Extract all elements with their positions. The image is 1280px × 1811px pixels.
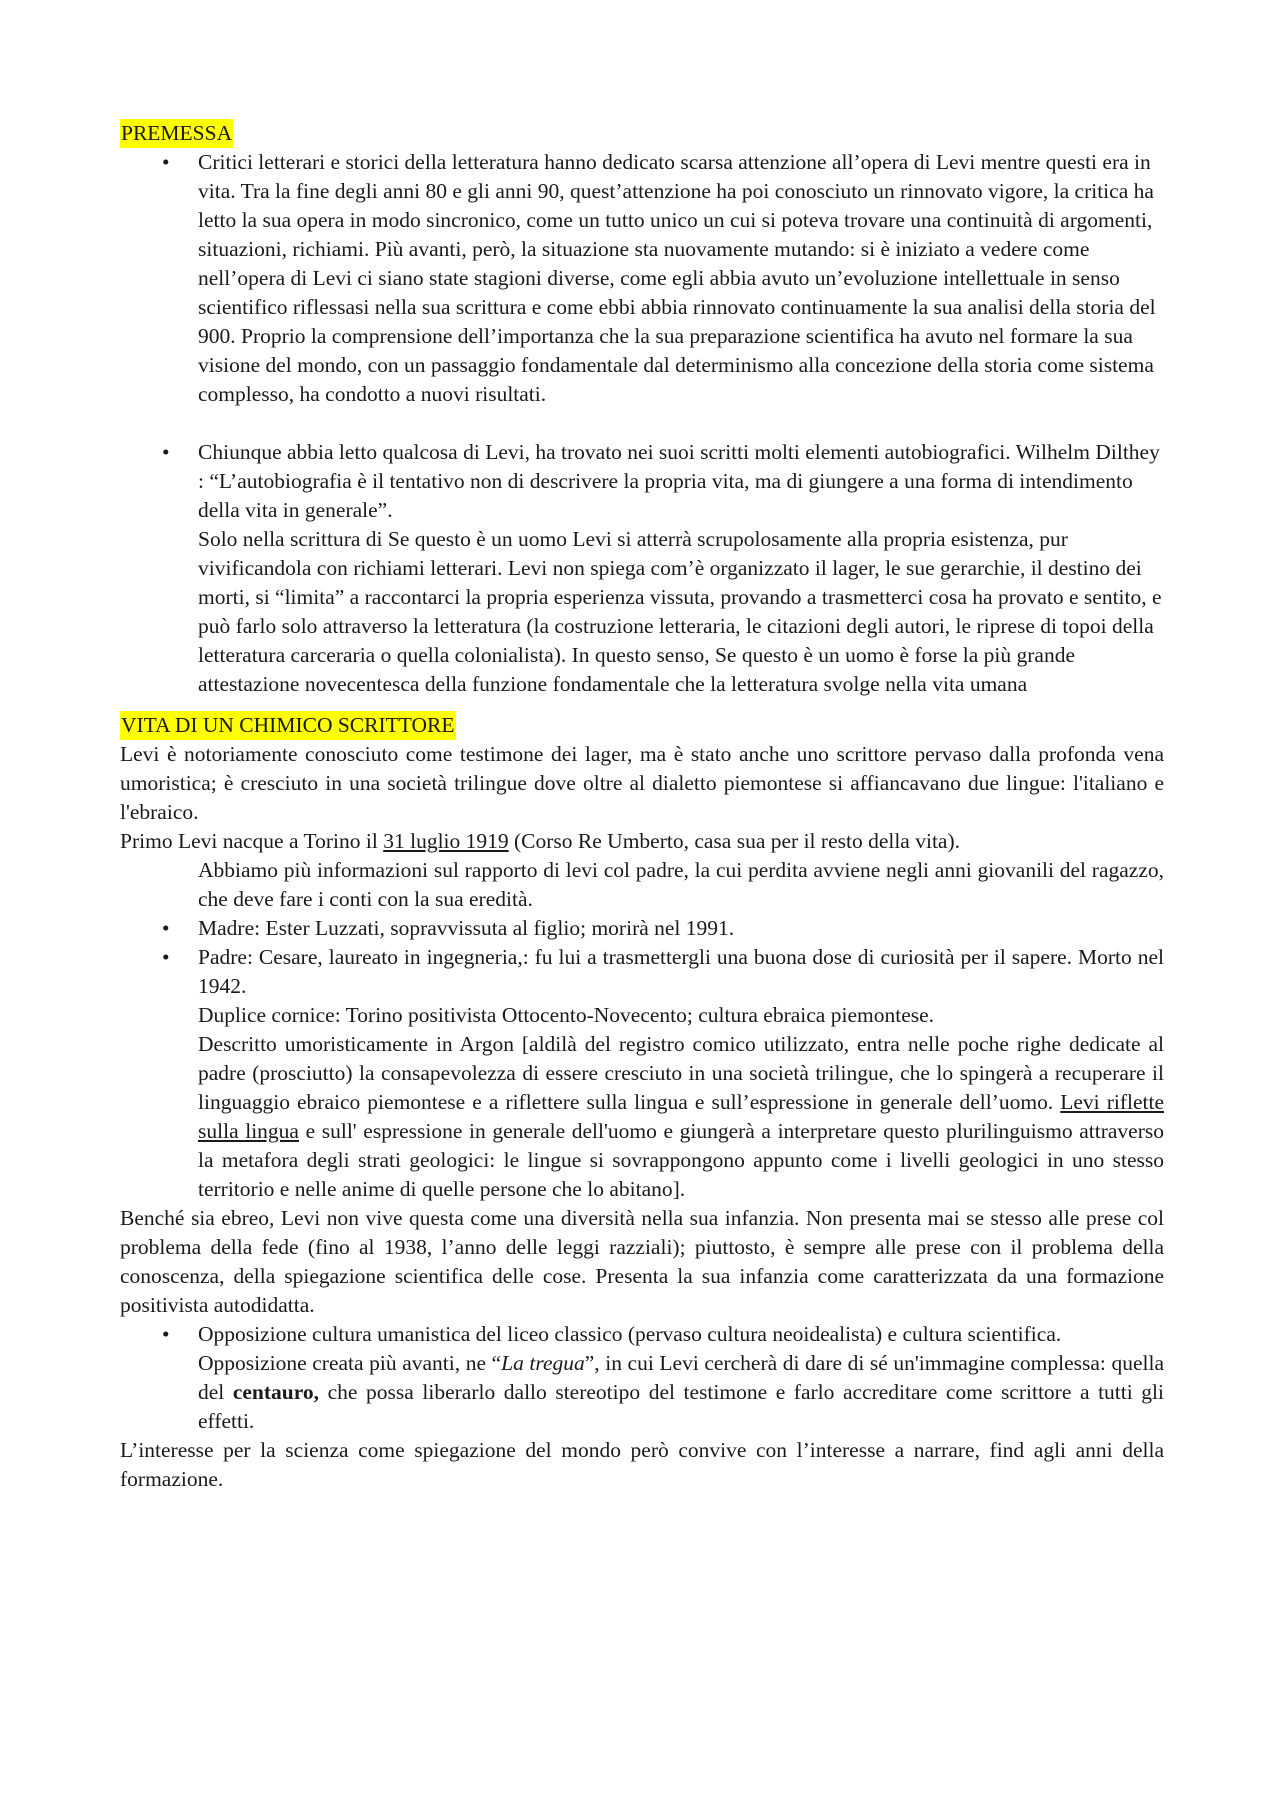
father-note: Abbiamo più informazioni sul rapporto di levi col padre, la cui perdita avviene negli anni giovanili del ragazzo, che deve fare i conti con la sua eredità.	[198, 858, 1164, 911]
list-item	[120, 943, 1164, 1001]
father-text: Padre: Cesare, laureato in ingegneria,: fu lui a trasmettergli una buona dose di curiosità per il sapere. Morto nel 1942.	[198, 945, 1164, 998]
list-item	[120, 914, 1164, 943]
cornice-text: Duplice cornice: Torino positivista Ottocento-Novecento; cultura ebraica piemontese.	[198, 1003, 935, 1027]
parents-list	[120, 914, 1164, 1001]
ebreo-paragraph: Benché sia ebreo, Levi non vive questa come una diversità nella sua infanzia. Non presenta mai se stesso alle prese col problema della fede (fino al 1938, l’anno delle leggi razziali); piuttosto, è sempre alle prese con il problema della conoscenza, della spiegazione scientifica delle cose. Presenta la sua infanzia come caratterizzata da una formazione positivista autodidatta.	[120, 1206, 1164, 1317]
tregua-title: La tregua	[501, 1351, 585, 1375]
list-item	[120, 1320, 1164, 1349]
birth-line	[120, 827, 1164, 856]
premessa-heading: PREMESSA	[120, 119, 233, 148]
argon-paragraph	[120, 1030, 1164, 1204]
vita-heading-line	[120, 711, 1164, 740]
opposizione-list	[120, 1320, 1164, 1349]
vita-intro: Levi è notoriamente conosciuto come testimone dei lager, ma è stato anche uno scrittore pervaso dalla profonda vena umoristica; è cresciuto in una società trilingue dove oltre al dialetto piemontese si affiancavano due lingue: l'italiano e l'ebraico.	[120, 742, 1164, 824]
premessa-list	[120, 148, 1164, 699]
bullet-icon: •	[162, 945, 170, 969]
mother-text: Madre: Ester Luzzati, sopravvissuta al figlio; morirà nel 1991.	[198, 916, 735, 940]
tregua-text-c: che possa liberarlo dallo stereotipo del testimone e farlo accreditare come scrittore a tutti gli effetti.	[198, 1380, 1164, 1433]
bullet-icon: •	[162, 150, 170, 174]
birth-prefix: Primo Levi nacque a Torino il	[120, 829, 384, 853]
tregua-bold: centauro,	[232, 1380, 320, 1404]
premessa-item-1-text: Critici letterari e storici della letteratura hanno dedicato scarsa attenzione all’opera di Levi mentre questi era in vita. Tra la fine degli anni 80 e gli anni 90, quest’attenzione ha poi conosciuto un rinnovato vigore, la critica ha letto la sua opera in modo sincronico, come un tutto unico un cui si poteva trovare una continuità di argomenti, situazioni, richiami. Più avanti, però, la situazione sta nuovamente mutando: si è iniziato a vedere come nell’opera di Levi ci siano state stagioni diverse, come egli abbia avuto un’evoluzione intellettuale in senso scientifico riflessasi nella sua scrittura e come ebbi abbia rinnovato continuamente la sua analisi della storia del 900. Proprio la comprensione dell’importanza che la sua preparazione scientifica ha avuto nel formare la sua visione del mondo, con un passaggio fondamentale dal determinismo alla concezione della storia come sistema complesso, ha condotto a nuovi risultati.	[198, 150, 1156, 406]
argon-text-a: Descritto umoristicamente in Argon [aldilà del registro comico utilizzato, entra nelle poche righe dedicate al padre (prosciutto) la consapevolezza di essere cresciuto in una società trilingue, che lo spingerà a recuperare il linguaggio ebraico piemontese e a riflettere sulla lingua e sull’espressione in generale dell’uomo.	[198, 1032, 1164, 1114]
premessa-item-2-continuation: Solo nella scrittura di Se questo è un uomo Levi si atterrà scrupolosamente alla propria esistenza, pur vivificandola con richiami letterari. Levi non spiega com’è organizzato il lager, le sue gerarchie, il destino dei morti, si “limita” a raccontarci la propria esperienza vissuta, provando a trasmetterci cosa ha provato e sentito, e può farlo solo attraverso la letteratura (la costruzione letteraria, le citazioni degli autori, le riprese di topoi della letteratura carceraria o quella colonialista). In questo senso, Se questo è un uomo è forse la più grande attestazione novecentesca della funzione fondamentale che la letteratura svolge nella vita umana	[198, 527, 1162, 696]
birth-date: 31 luglio 1919	[383, 829, 509, 853]
tregua-text-a: Opposizione creata più avanti, ne “	[198, 1351, 502, 1375]
bullet-icon: •	[162, 916, 170, 940]
bullet-icon: •	[162, 440, 170, 464]
list-item	[120, 148, 1164, 409]
spacer	[120, 409, 1164, 438]
tregua-text-b: ”, in cui Levi cercherà di dare di sé un'immagine complessa: quella del	[198, 1351, 1164, 1404]
tregua-paragraph	[120, 1349, 1164, 1436]
birth-suffix: (Corso Re Umberto, casa sua per il resto della vita).	[508, 829, 961, 853]
premessa-heading-line	[120, 119, 1164, 148]
argon-underlined: Levi riflette sulla lingua	[198, 1090, 1164, 1143]
bullet-icon: •	[162, 1322, 170, 1346]
vita-heading: VITA DI UN CHIMICO SCRITTORE	[120, 711, 456, 740]
premessa-item-2-text: Chiunque abbia letto qualcosa di Levi, ha trovato nei suoi scritti molti elementi autobiografici. Wilhelm Dilthey : “L’autobiografia è il tentativo non di descrivere la propria vita, ma di giungere a una forma di intendimento della vita in generale”.	[198, 440, 1160, 522]
opposizione-text: Opposizione cultura umanistica del liceo classico (pervaso cultura neoidealista) e cultura scientifica.	[198, 1322, 1062, 1346]
closing-paragraph: L’interesse per la scienza come spiegazione del mondo però convive con l’interesse a narrare, find agli anni della formazione.	[120, 1438, 1164, 1491]
argon-text-b: e sull' espressione in generale dell'uomo e giungerà a interpretare questo plurilinguismo attraverso la metafora degli strati geologici: le lingue si sovrappongono appunto come i livelli geologici in uno stesso territorio e nelle anime di quelle persone che lo abitano].	[198, 1119, 1164, 1201]
document-page	[120, 119, 1164, 1494]
list-item	[120, 438, 1164, 699]
